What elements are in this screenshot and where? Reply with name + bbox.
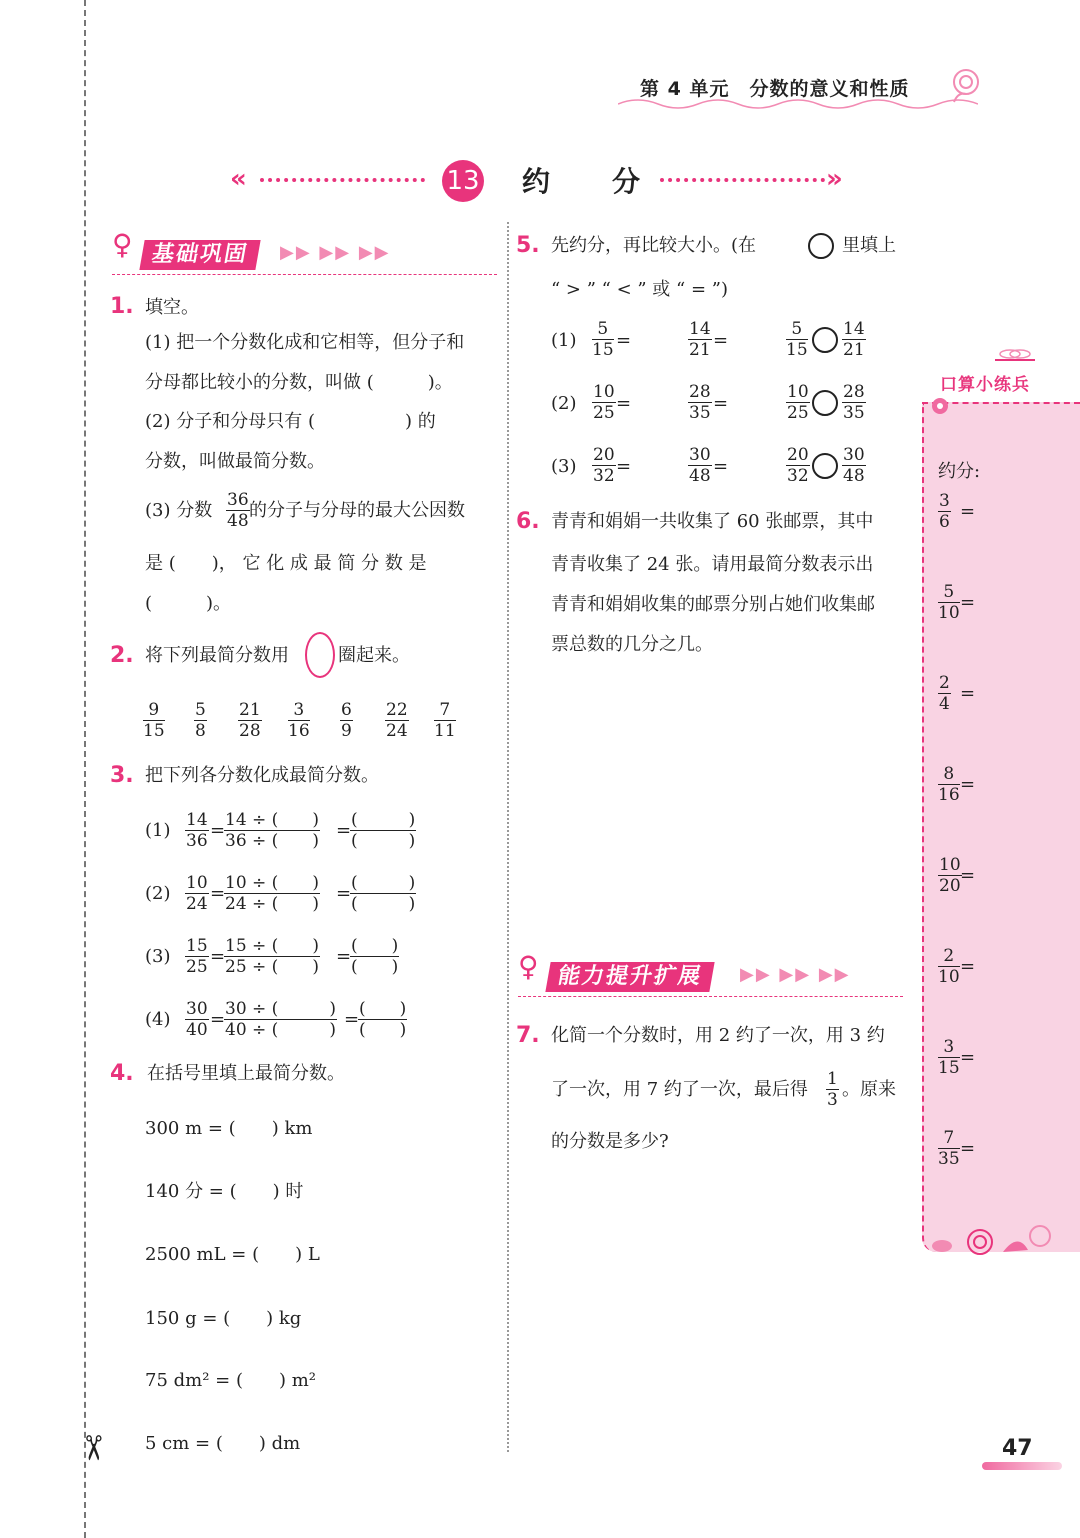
question-number-4: 4. [110, 1061, 134, 1086]
question-number-7: 7. [516, 1023, 540, 1048]
denominator: 48 [843, 466, 865, 486]
equals-sign: = [616, 456, 632, 477]
question-number-3: 3. [110, 763, 134, 788]
q6-line: 青青和娟娟一共收集了 60 张邮票，其中 [551, 511, 874, 532]
q7-fraction [826, 1069, 839, 1110]
q3-calc-fraction[interactable] [224, 999, 337, 1040]
side-label: 约分: [938, 461, 981, 482]
page-number-bar [982, 1462, 1062, 1470]
cut-line [84, 0, 86, 1538]
numerator: 7 [938, 1128, 960, 1149]
q4-item[interactable]: 150 g = ( ) kg [145, 1308, 302, 1329]
q3-calc-fraction[interactable] [224, 873, 320, 914]
denominator: 48 [689, 466, 711, 486]
side-fraction [938, 1128, 960, 1169]
denominator: 40 [186, 1020, 208, 1040]
girl-icon: ♀ [112, 228, 133, 261]
denominator-input[interactable]: ( ) [351, 831, 416, 851]
numerator: 3 [288, 700, 310, 721]
q4-item[interactable]: 300 m = ( ) km [145, 1118, 313, 1139]
numerator: 22 [386, 700, 408, 720]
section-rule [112, 274, 497, 275]
numerator: 5 [195, 700, 206, 720]
equals-sign: = [336, 946, 352, 967]
denominator-input[interactable]: ( ) [351, 894, 416, 914]
question-number-1: 1. [110, 294, 134, 319]
denominator: 21 [689, 340, 711, 360]
dotted-line-right [660, 178, 825, 182]
q2-fraction[interactable] [340, 700, 353, 741]
q2-fraction[interactable] [385, 700, 409, 741]
q5-row-label: (2) [551, 393, 577, 414]
denominator: 35 [689, 403, 711, 423]
q7-line1: 化简一个分数时，用 2 约了一次，用 3 约 [551, 1025, 885, 1046]
denominator: 35 [938, 1149, 960, 1169]
q3-row-label: (2) [145, 883, 171, 904]
q6-line: 青青和娟娟收集的邮票分别占她们收集邮 [551, 594, 875, 615]
arrow-decoration-icon: ▶▶ ▶▶ ▶▶ [740, 964, 851, 985]
denominator: 15 [786, 340, 808, 360]
question-number-6: 6. [516, 509, 540, 534]
q5-fraction [592, 319, 614, 360]
numerator: 28 [689, 382, 711, 402]
q3-fraction [185, 810, 209, 851]
q5-line1-pre: 先约分，再比较大小。(在 [551, 235, 757, 256]
double-chevron-right-icon: » [826, 164, 843, 194]
denominator: 15 [938, 1058, 960, 1078]
denominator-input[interactable]: 25 ÷ ( ) [225, 957, 319, 977]
q7-line3: 的分数是多少? [551, 1131, 669, 1152]
q5-fraction [786, 445, 810, 486]
q5-fraction [842, 445, 866, 486]
equals-sign: = [210, 1009, 226, 1030]
numerator: 5 [786, 319, 808, 340]
equals-sign: = [713, 330, 729, 351]
q4-item[interactable]: 2500 mL = ( ) L [145, 1244, 320, 1265]
equals-sign: = [336, 883, 352, 904]
equals-sign: = [336, 820, 352, 841]
numerator: 14 [843, 319, 865, 339]
q2-text-post: 圈起来。 [338, 645, 410, 666]
q1-part3-line3: ( )。 [145, 593, 232, 614]
numerator-input[interactable]: ( ) [351, 936, 399, 956]
numerator: 2 [939, 673, 950, 693]
numerator-input[interactable]: 15 ÷ ( ) [225, 936, 319, 956]
q6-line: 青青收集了 24 张。请用最简分数表示出 [551, 554, 874, 575]
q5-fraction [786, 319, 808, 360]
equals-sign[interactable]: = [960, 956, 976, 977]
section-title-basic: 基础巩固 [139, 240, 260, 270]
side-fraction [938, 855, 962, 896]
header-wave-decoration [618, 96, 978, 112]
numerator-input[interactable]: ( ) [351, 810, 416, 830]
numerator: 8 [938, 764, 960, 785]
equals-sign: = [210, 820, 226, 841]
q2-fraction[interactable] [434, 700, 456, 741]
equals-sign: = [713, 456, 729, 477]
side-fraction [938, 491, 951, 532]
denominator: 10 [938, 603, 960, 623]
q3-title: 把下列各分数化成最简分数。 [145, 765, 379, 786]
section-banner-basic [112, 228, 502, 270]
q5-fraction [688, 382, 712, 423]
compare-circle-input[interactable] [812, 453, 838, 479]
denominator: 24 [386, 721, 408, 741]
numerator: 14 [689, 319, 711, 339]
denominator: 20 [939, 876, 961, 896]
denominator: 32 [787, 466, 809, 486]
q3-calc-fraction[interactable] [224, 936, 320, 977]
q3-fraction [185, 873, 209, 914]
q5-fraction [842, 319, 866, 360]
q5-line1-post: 里填上 [842, 235, 896, 256]
denominator: 9 [341, 721, 352, 741]
equals-sign: = [713, 393, 729, 414]
side-fraction [938, 764, 960, 805]
q3-row-label: (4) [145, 1009, 171, 1030]
denominator: 15 [143, 721, 165, 741]
denominator-input[interactable]: 24 ÷ ( ) [225, 894, 319, 914]
numerator: 21 [239, 700, 261, 720]
equals-sign: = [616, 330, 632, 351]
dotted-line-left [260, 178, 425, 182]
equals-sign: = [210, 946, 226, 967]
q5-fraction [786, 382, 810, 423]
numerator-input[interactable]: 10 ÷ ( ) [225, 873, 319, 893]
numerator: 5 [938, 582, 960, 603]
girl-icon: ♀ [518, 950, 539, 983]
q1-part3-pre: (3) 分数 [145, 500, 213, 521]
circle-icon [808, 233, 834, 259]
denominator: 16 [288, 721, 310, 741]
numerator: 28 [843, 382, 865, 402]
q3-answer-fraction[interactable] [358, 999, 407, 1040]
section-rule [518, 996, 903, 997]
scissors-icon: ✂ [72, 1433, 113, 1463]
q2-fraction[interactable] [194, 700, 207, 741]
q5-fraction [592, 382, 616, 423]
q4-item[interactable]: 5 cm = ( ) dm [145, 1433, 301, 1454]
q5-fraction [688, 319, 712, 360]
numerator: 2 [938, 946, 960, 967]
denominator: 10 [938, 967, 960, 987]
q2-fraction[interactable] [238, 700, 262, 741]
denominator: 8 [195, 721, 206, 741]
numerator: 3 [938, 1037, 960, 1058]
dragonfly-icon [990, 348, 1040, 372]
q1-part1-line1: (1) 把一个分数化成和它相等，但分子和 [145, 332, 465, 353]
denominator: 4 [939, 694, 950, 714]
numerator: 20 [593, 445, 615, 465]
equals-sign[interactable]: = [960, 1138, 976, 1159]
numerator: 30 [689, 445, 711, 465]
q4-item[interactable]: 75 dm² = ( ) m² [145, 1370, 317, 1391]
lesson-title: 约分 [522, 165, 703, 198]
lesson-number-badge: 13 [442, 160, 484, 202]
side-fraction [938, 582, 960, 623]
numerator: 10 [787, 382, 809, 402]
arrow-decoration-icon: ▶▶ ▶▶ ▶▶ [280, 242, 391, 263]
q6-line: 票总数的几分之几。 [551, 634, 713, 655]
equals-sign[interactable]: = [960, 1047, 976, 1068]
denominator: 28 [239, 721, 261, 741]
equals-sign: = [210, 883, 226, 904]
numerator-input[interactable]: 30 ÷ ( ) [225, 999, 336, 1019]
side-fraction [938, 1037, 960, 1078]
q1-part3-line2: 是 ( )， 它 化 成 最 简 分 数 是 [145, 553, 427, 574]
page-number: 47 [1002, 1436, 1033, 1461]
double-chevron-left-icon: « [230, 164, 247, 194]
q3-answer-fraction[interactable] [350, 873, 416, 914]
q1-part2-line2: 分数，叫做最简分数。 [145, 451, 325, 472]
q5-row-label: (3) [551, 456, 577, 477]
q5-fraction [592, 445, 616, 486]
q5-fraction [688, 445, 712, 486]
denominator: 35 [843, 403, 865, 423]
numerator-input[interactable]: 14 ÷ ( ) [225, 810, 319, 830]
denominator-input[interactable]: ( ) [359, 1020, 407, 1040]
numerator: 15 [186, 936, 208, 956]
denominator: 21 [843, 340, 865, 360]
numerator: 10 [939, 855, 961, 875]
snail-flower-decoration-icon [928, 1222, 1058, 1266]
q2-text-pre: 将下列最简分数用 [145, 645, 289, 666]
numerator: 6 [341, 700, 352, 720]
numerator: 14 [186, 810, 208, 830]
unit-title: 分数的意义和性质 [749, 78, 910, 100]
question-number-5: 5. [516, 233, 540, 258]
denominator: 6 [939, 512, 950, 532]
q5-fraction [842, 382, 866, 423]
denominator: 25 [186, 957, 208, 977]
numerator-input[interactable]: ( ) [359, 999, 407, 1019]
numerator: 10 [186, 873, 208, 893]
q1-part3-post: 的分子与分母的最大公因数 [249, 500, 465, 521]
numerator: 9 [143, 700, 165, 721]
side-fraction [938, 946, 960, 987]
numerator: 20 [787, 445, 809, 465]
q3-row-label: (3) [145, 946, 171, 967]
numerator: 3 [939, 491, 950, 511]
flower-icon [924, 392, 964, 422]
numerator: 7 [434, 700, 456, 721]
equals-sign[interactable]: = [960, 865, 976, 886]
numerator: 5 [592, 319, 614, 340]
numerator: 1 [827, 1069, 838, 1089]
numerator: 30 [186, 999, 208, 1019]
equals-sign[interactable]: = [960, 774, 976, 795]
q4-item[interactable]: 140 分 = ( ) 时 [145, 1181, 304, 1202]
q3-fraction [185, 999, 209, 1040]
numerator: 30 [843, 445, 865, 465]
q7-line2-post: 。原来 [842, 1079, 896, 1100]
q3-fraction [185, 936, 209, 977]
column-divider [507, 222, 509, 1452]
denominator: 32 [593, 466, 615, 486]
denominator: 36 [186, 831, 208, 851]
section-title-advanced: 能力提升扩展 [545, 962, 714, 992]
denominator: 25 [593, 403, 615, 423]
denominator: 3 [827, 1090, 838, 1110]
denominator-input[interactable]: ( ) [351, 957, 399, 977]
equals-sign[interactable]: = [960, 683, 976, 704]
q5-line2: “ > ” “ < ” 或 “ = ”) [551, 279, 728, 300]
side-fraction [938, 673, 951, 714]
q3-row-label: (1) [145, 820, 171, 841]
q4-title: 在括号里填上最简分数。 [147, 1063, 345, 1084]
q3-calc-fraction[interactable] [224, 810, 320, 851]
q3-answer-fraction[interactable] [350, 936, 399, 977]
section-banner-advanced [518, 950, 908, 992]
equals-sign[interactable]: = [960, 592, 976, 613]
denominator: 48 [227, 511, 249, 531]
compare-circle-input[interactable] [812, 327, 838, 353]
compare-circle-input[interactable] [812, 390, 838, 416]
q1-part1-line2: 分母都比较小的分数，叫做 ( )。 [145, 372, 453, 393]
denominator: 16 [938, 785, 960, 805]
numerator: 36 [227, 490, 249, 510]
denominator-input[interactable]: 36 ÷ ( ) [225, 831, 319, 851]
denominator-input[interactable]: 40 ÷ ( ) [225, 1020, 336, 1040]
q1-fraction [226, 490, 250, 531]
q2-fraction[interactable] [288, 700, 310, 741]
equals-sign: = [344, 1009, 360, 1030]
q2-fraction[interactable] [143, 700, 165, 741]
q3-answer-fraction[interactable] [350, 810, 416, 851]
circle-icon [305, 632, 335, 678]
side-panel-title: 口算小练兵 [940, 375, 1030, 395]
numerator-input[interactable]: ( ) [351, 873, 416, 893]
q7-line2-pre: 了一次，用 7 约了一次，最后得 [551, 1079, 808, 1100]
denominator: 25 [787, 403, 809, 423]
q5-row-label: (1) [551, 330, 577, 351]
q1-title: 填空。 [145, 297, 199, 318]
flower-icon [944, 66, 984, 106]
denominator: 11 [434, 721, 456, 741]
question-number-2: 2. [110, 643, 134, 668]
lesson-title-row [230, 158, 860, 202]
equals-sign: = [616, 393, 632, 414]
numerator: 10 [593, 382, 615, 402]
q1-part2-line1: (2) 分子和分母只有 ( ) 的 [145, 411, 436, 432]
denominator: 15 [592, 340, 614, 360]
equals-sign[interactable]: = [960, 501, 976, 522]
unit-number: 第 4 单元 [640, 78, 730, 100]
denominator: 24 [186, 894, 208, 914]
